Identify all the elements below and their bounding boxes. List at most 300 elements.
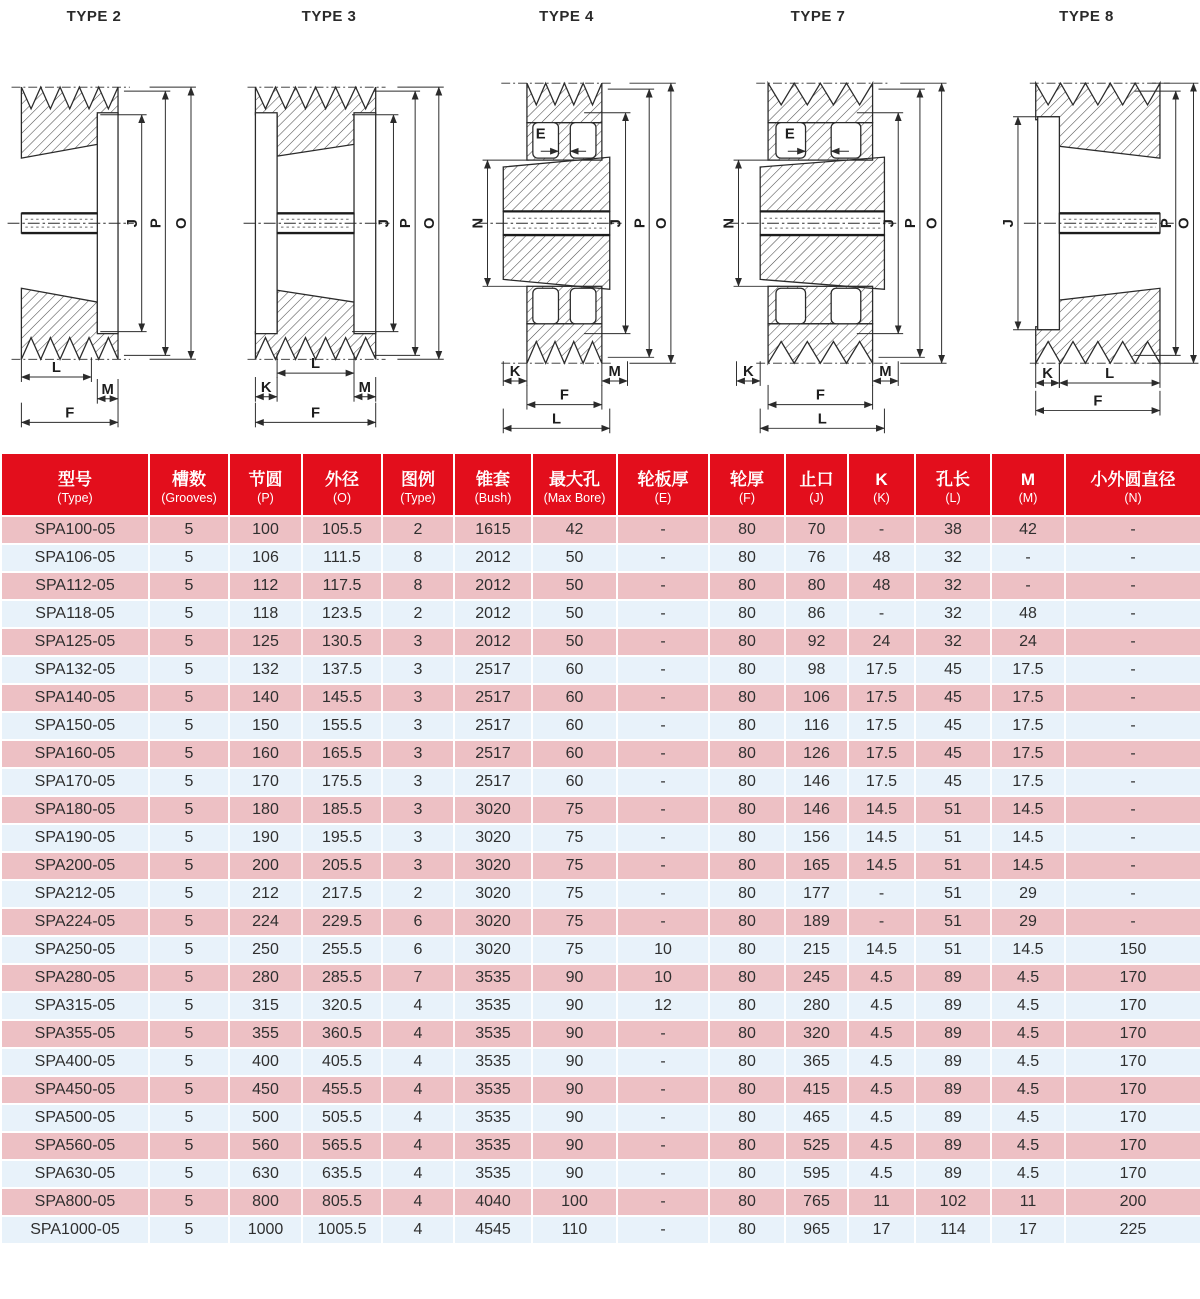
cell: 118 [229,600,302,628]
cell-model: SPA800-05 [1,1188,149,1216]
dim-label-P: P [148,218,165,229]
cell: 5 [149,852,229,880]
col-header-en: (O) [332,491,352,505]
cell: 80 [709,768,785,796]
cell-model: SPA400-05 [1,1048,149,1076]
cell: 98 [785,656,848,684]
cell: 6 [382,936,454,964]
cell-model: SPA190-05 [1,824,149,852]
cell: 125 [229,628,302,656]
cell: - [1065,712,1200,740]
cell: 215 [785,936,848,964]
cell: 315 [229,992,302,1020]
cell: 4 [382,1188,454,1216]
col-header-2 [229,453,302,516]
cell: 225 [1065,1216,1200,1244]
cell: 4 [382,992,454,1020]
cell: 17.5 [991,684,1065,712]
diagram-title: TYPE 2 [66,8,122,25]
dim-label-K: K [509,364,521,381]
cell-model: SPA560-05 [1,1132,149,1160]
cell: 4.5 [991,1160,1065,1188]
table-row [1,1160,1200,1188]
cell: 51 [915,936,991,964]
cell: 2517 [454,768,532,796]
col-header-en: (F) [739,491,755,505]
cell: 10 [617,964,709,992]
cell: 525 [785,1132,848,1160]
cell: 17.5 [991,656,1065,684]
cell: 89 [915,1076,991,1104]
cell: 165 [785,852,848,880]
cell: 4.5 [848,1160,915,1188]
cell: - [848,600,915,628]
cell: 320.5 [302,992,382,1020]
cell: 3 [382,740,454,768]
cell: 5 [149,1160,229,1188]
dim-label-N: N [721,217,738,229]
dim-label-O: O [1176,217,1193,229]
cell-model: SPA450-05 [1,1076,149,1104]
cell: 116 [785,712,848,740]
dim-label-F: F [311,405,321,422]
cell: 5 [149,880,229,908]
table-row [1,964,1200,992]
col-header-en: (L) [945,491,961,505]
cell: - [617,1076,709,1104]
cell: 250 [229,936,302,964]
pulley-drawing-type-8 [973,26,1200,450]
cell: 280 [785,992,848,1020]
spec-table-body [1,516,1200,1244]
col-header-zh: 止口 [799,470,834,489]
cell: 146 [785,796,848,824]
cell: 1000 [229,1216,302,1244]
pulley-drawing-type-2 [0,26,240,450]
col-header-8 [709,453,785,516]
cell: 80 [709,1020,785,1048]
cell: 285.5 [302,964,382,992]
cell: 4.5 [848,992,915,1020]
col-header-5 [454,453,532,516]
cell: 80 [709,740,785,768]
col-header-zh: 最大孔 [549,470,600,489]
cell: 170 [1065,964,1200,992]
cell: 60 [532,768,617,796]
cell: 4.5 [848,964,915,992]
cell: 2012 [454,572,532,600]
dim-label-P: P [398,218,415,229]
cell: 89 [915,964,991,992]
table-row [1,1132,1200,1160]
cell: 17 [848,1216,915,1244]
cell: 565.5 [302,1132,382,1160]
cell: 170 [1065,1020,1200,1048]
cell: 7 [382,964,454,992]
cell: 17 [991,1216,1065,1244]
cell: 3020 [454,796,532,824]
cell: 17.5 [991,768,1065,796]
cell: - [991,572,1065,600]
cell: 4.5 [848,1132,915,1160]
cell: 90 [532,992,617,1020]
cell: 50 [532,544,617,572]
cell: 5 [149,1048,229,1076]
cell: 42 [532,516,617,544]
dim-label-J: J [881,219,898,228]
cell: 51 [915,880,991,908]
cell: 14.5 [991,936,1065,964]
cell: 3 [382,824,454,852]
cell: 2 [382,516,454,544]
dim-label-N: N [470,217,487,229]
cell: 50 [532,600,617,628]
cell: - [617,768,709,796]
table-row [1,516,1200,544]
dim-label-K: K [1042,366,1053,383]
cell: - [617,628,709,656]
cell-model: SPA180-05 [1,796,149,824]
cell: 105.5 [302,516,382,544]
col-header-6 [532,453,617,516]
cell: 4 [382,1076,454,1104]
dim-label-J: J [1001,219,1018,228]
cell: 90 [532,964,617,992]
cell: 17.5 [848,740,915,768]
cell: 5 [149,936,229,964]
col-header-en: (K) [873,491,890,505]
cell: 6 [382,908,454,936]
table-row [1,684,1200,712]
cell: 4 [382,1020,454,1048]
col-header-9 [785,453,848,516]
cell: 5 [149,712,229,740]
cell: 805.5 [302,1188,382,1216]
cell: 32 [915,544,991,572]
cell: 3535 [454,1076,532,1104]
spec-table-header [1,453,1200,516]
cell: 80 [709,936,785,964]
diagram-title: TYPE 3 [301,8,357,25]
cell: 60 [532,740,617,768]
col-header-en: (Grooves) [161,491,217,505]
cell: 155.5 [302,712,382,740]
col-header-7 [617,453,709,516]
cell: 123.5 [302,600,382,628]
cell: 3020 [454,908,532,936]
table-row [1,628,1200,656]
cell: 48 [848,544,915,572]
dim-label-J: J [608,219,625,228]
cell: - [848,880,915,908]
cell: 5 [149,1132,229,1160]
cell-model: SPA100-05 [1,516,149,544]
cell: - [1065,796,1200,824]
cell: 11 [991,1188,1065,1216]
cell: 3535 [454,1160,532,1188]
cell-model: SPA1000-05 [1,1216,149,1244]
cell-model: SPA125-05 [1,628,149,656]
cell: 14.5 [991,824,1065,852]
cell-model: SPA200-05 [1,852,149,880]
cell: 170 [1065,1048,1200,1076]
cell-model: SPA315-05 [1,992,149,1020]
cell: 965 [785,1216,848,1244]
cell: 5 [149,796,229,824]
cell: 3 [382,712,454,740]
pulley-drawing-type-7 [715,26,973,450]
cell: 29 [991,880,1065,908]
cell: 80 [709,628,785,656]
cell: 11 [848,1188,915,1216]
cell-model: SPA140-05 [1,684,149,712]
cell: 4545 [454,1216,532,1244]
table-row [1,1048,1200,1076]
cell: 205.5 [302,852,382,880]
col-header-zh: M [1020,470,1036,489]
cell: 50 [532,628,617,656]
cell: 195.5 [302,824,382,852]
col-header-en: (Max Bore) [543,491,606,505]
cell: 80 [709,544,785,572]
cell: 2012 [454,600,532,628]
cell: 80 [709,600,785,628]
cell: 80 [709,992,785,1020]
cell: 415 [785,1076,848,1104]
cell: 224 [229,908,302,936]
spec-table [0,452,1200,1245]
col-header-zh: 型号 [58,470,92,489]
cell-model: SPA280-05 [1,964,149,992]
cell: 5 [149,656,229,684]
cell: 90 [532,1104,617,1132]
cell: 75 [532,880,617,908]
cell-model: SPA118-05 [1,600,149,628]
cell: - [617,1020,709,1048]
cell: 189 [785,908,848,936]
cell: 3 [382,684,454,712]
dim-label-J: J [376,219,393,228]
cell: 3535 [454,1020,532,1048]
cell: 4.5 [848,1104,915,1132]
cell: 90 [532,1160,617,1188]
cell: 3020 [454,936,532,964]
cell: 38 [915,516,991,544]
cell: - [1065,516,1200,544]
table-row [1,1216,1200,1244]
cell: 80 [709,1076,785,1104]
cell: 635.5 [302,1160,382,1188]
col-header-0 [1,453,149,516]
cell: 100 [532,1188,617,1216]
cell: 76 [785,544,848,572]
cell: 80 [709,1132,785,1160]
cell: 80 [709,824,785,852]
col-header-zh: 节圆 [248,470,283,489]
cell: 160 [229,740,302,768]
col-header-zh: 孔长 [936,470,970,489]
diagram-type-4 [470,0,715,450]
cell: 14.5 [848,936,915,964]
cell: 14.5 [991,852,1065,880]
cell: 80 [709,1104,785,1132]
cell: - [617,684,709,712]
cell: 70 [785,516,848,544]
cell: 45 [915,684,991,712]
cell: 80 [785,572,848,600]
cell: 4.5 [991,1048,1065,1076]
cell-model: SPA630-05 [1,1160,149,1188]
cell: 3020 [454,852,532,880]
cell: 75 [532,796,617,824]
cell: - [1065,852,1200,880]
table-row [1,544,1200,572]
table-row [1,768,1200,796]
cell: 92 [785,628,848,656]
cell: - [617,656,709,684]
cell: 2517 [454,712,532,740]
cell: 80 [709,684,785,712]
cell: 110 [532,1216,617,1244]
cell: 45 [915,712,991,740]
cell: 5 [149,1188,229,1216]
cell: 5 [149,1104,229,1132]
cell: 106 [229,544,302,572]
col-header-1 [149,453,229,516]
table-row [1,1188,1200,1216]
cell: 4 [382,1132,454,1160]
cell: 4 [382,1048,454,1076]
cell: - [617,1132,709,1160]
cell: 3020 [454,824,532,852]
cell: 4.5 [848,1048,915,1076]
cell: 80 [709,1160,785,1188]
cell: 245 [785,964,848,992]
cell: 560 [229,1132,302,1160]
dim-label-L: L [51,360,61,377]
cell: - [1065,628,1200,656]
col-header-en: (N) [1124,491,1142,505]
cell: 170 [1065,1132,1200,1160]
col-header-12 [991,453,1065,516]
col-header-4 [382,453,454,516]
cell: 465 [785,1104,848,1132]
cell: 5 [149,628,229,656]
col-header-3 [302,453,382,516]
cell: 80 [709,572,785,600]
cell: 80 [709,1216,785,1244]
pulley-diagrams-section [0,0,1200,452]
cell: 2012 [454,628,532,656]
cell-model: SPA500-05 [1,1104,149,1132]
cell: 170 [1065,1076,1200,1104]
cell-model: SPA112-05 [1,572,149,600]
cell: 89 [915,1104,991,1132]
dim-label-M: M [879,364,892,381]
table-row [1,600,1200,628]
cell-model: SPA106-05 [1,544,149,572]
cell: 3535 [454,1132,532,1160]
cell: 2 [382,880,454,908]
col-header-11 [915,453,991,516]
dim-label-O: O [653,217,670,229]
cell: - [1065,572,1200,600]
cell: - [617,740,709,768]
cell: 89 [915,1132,991,1160]
cell: 170 [1065,1160,1200,1188]
cell: 5 [149,1020,229,1048]
col-header-en: (Type) [400,491,436,505]
cell: - [617,600,709,628]
dim-label-O: O [174,217,191,229]
cell: 8 [382,544,454,572]
cell: 4.5 [991,992,1065,1020]
cell: 90 [532,1132,617,1160]
cell: 595 [785,1160,848,1188]
cell: 50 [532,572,617,600]
cell: 2 [382,600,454,628]
cell: - [617,1104,709,1132]
cell: - [991,544,1065,572]
cell: 180 [229,796,302,824]
dim-label-L: L [311,356,321,373]
cell: - [1065,768,1200,796]
cell: 90 [532,1048,617,1076]
cell: 3535 [454,1104,532,1132]
cell: 17.5 [991,740,1065,768]
dim-label-E: E [784,126,795,143]
col-header-en: (P) [257,491,274,505]
cell: 3535 [454,1048,532,1076]
cell: 80 [709,796,785,824]
dim-label-L: L [817,411,827,428]
cell: - [1065,656,1200,684]
cell-model: SPA355-05 [1,1020,149,1048]
cell: 51 [915,908,991,936]
cell: 500 [229,1104,302,1132]
cell: 5 [149,908,229,936]
cell: 80 [709,1048,785,1076]
cell: 112 [229,572,302,600]
cell: - [1065,824,1200,852]
cell: 145.5 [302,684,382,712]
cell: 5 [149,544,229,572]
cell: 146 [785,768,848,796]
cell: 212 [229,880,302,908]
cell: 45 [915,740,991,768]
cell: 185.5 [302,796,382,824]
cell-model: SPA250-05 [1,936,149,964]
col-header-en: (Bush) [474,491,512,505]
cell: 60 [532,684,617,712]
cell: 3020 [454,880,532,908]
cell: 75 [532,908,617,936]
cell: - [848,516,915,544]
cell: 126 [785,740,848,768]
cell: 80 [709,908,785,936]
cell-model: SPA150-05 [1,712,149,740]
cell: 32 [915,628,991,656]
cell: 3 [382,628,454,656]
col-header-zh: 锥套 [476,470,510,489]
cell: 2517 [454,684,532,712]
cell: 75 [532,852,617,880]
cell: 455.5 [302,1076,382,1104]
dim-label-F: F [815,387,825,404]
cell: 17.5 [991,712,1065,740]
cell: 14.5 [848,852,915,880]
cell: 405.5 [302,1048,382,1076]
